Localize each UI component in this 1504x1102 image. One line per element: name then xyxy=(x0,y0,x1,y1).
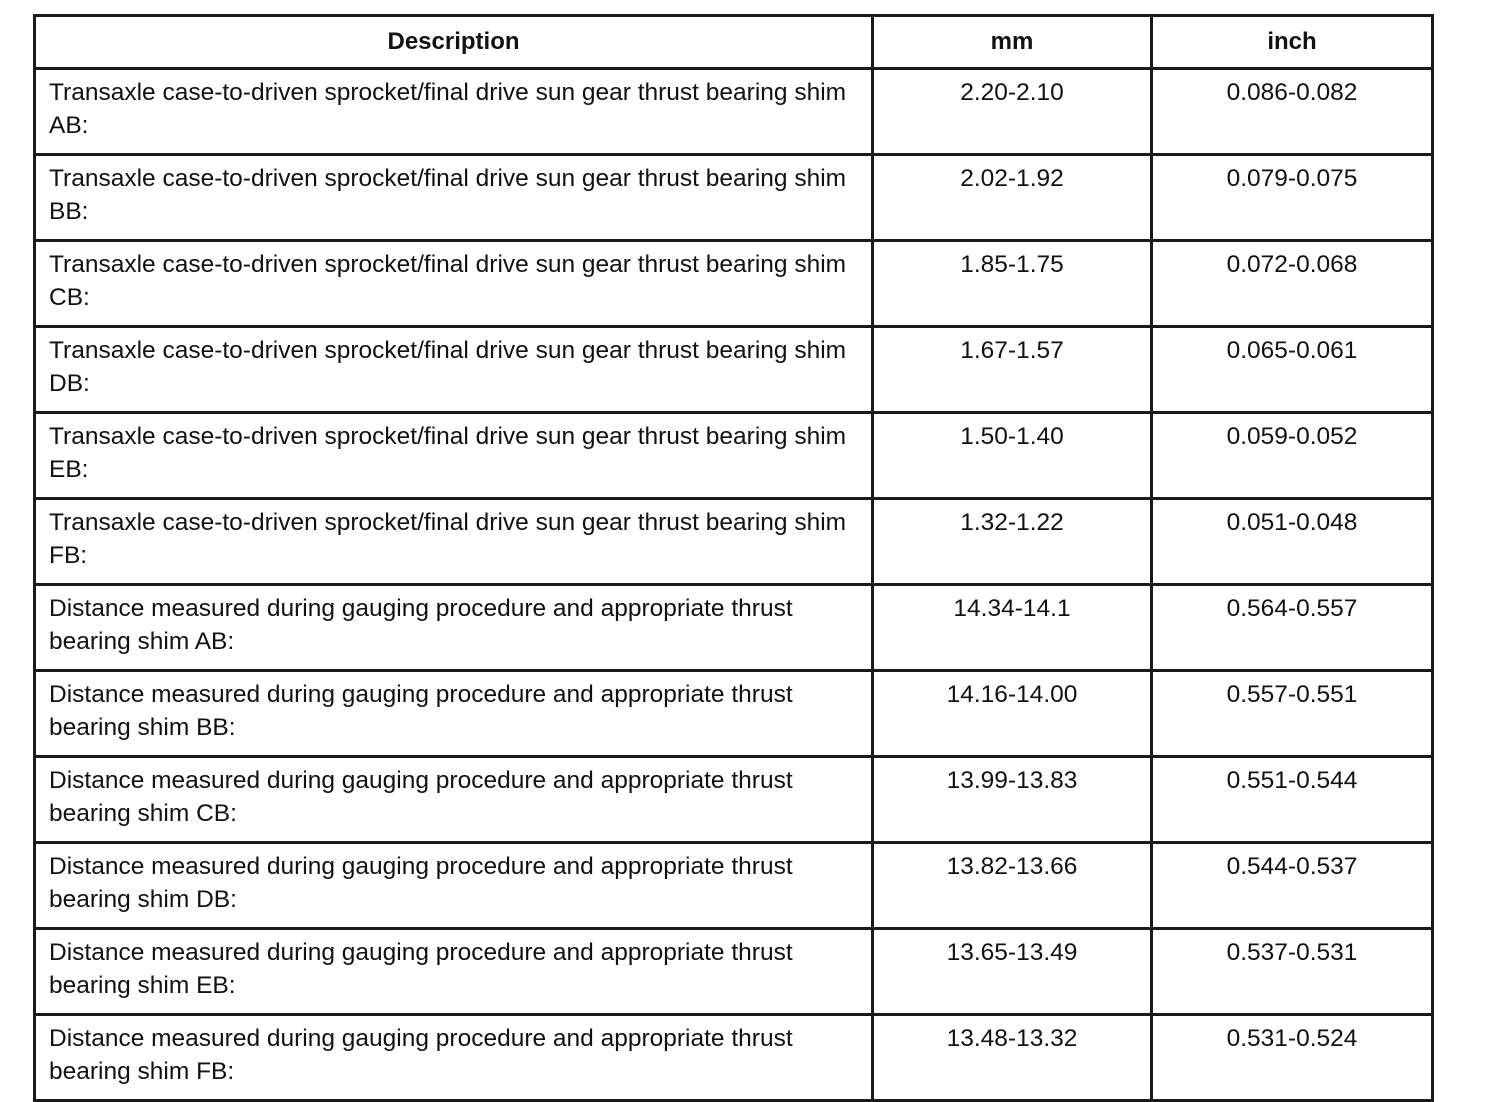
row-description: Transaxle case-to-driven sprocket/final drive sun gear thrust bearing shim BB: xyxy=(35,155,873,241)
row-description: Transaxle case-to-driven sprocket/final drive sun gear thrust bearing shim AB: xyxy=(35,69,873,155)
row-inch-value: 0.051-0.048 xyxy=(1152,499,1433,585)
row-description: Distance measured during gauging procedure and appropriate thrust bearing shim DB: xyxy=(35,843,873,929)
row-inch-value: 0.551-0.544 xyxy=(1152,757,1433,843)
row-description: Transaxle case-to-driven sprocket/final drive sun gear thrust bearing shim EB: xyxy=(35,413,873,499)
row-inch-value: 0.079-0.075 xyxy=(1152,155,1433,241)
table-row xyxy=(35,929,1433,1015)
header-mm: mm xyxy=(873,16,1152,69)
shim-spec-table xyxy=(33,14,1434,1102)
row-inch-value: 0.544-0.537 xyxy=(1152,843,1433,929)
row-description: Transaxle case-to-driven sprocket/final drive sun gear thrust bearing shim FB: xyxy=(35,499,873,585)
row-mm-value: 2.02-1.92 xyxy=(873,155,1152,241)
row-description: Distance measured during gauging procedure and appropriate thrust bearing shim AB: xyxy=(35,585,873,671)
table-row xyxy=(35,1015,1433,1101)
row-mm-value: 1.32-1.22 xyxy=(873,499,1152,585)
table-header-row xyxy=(35,16,1433,69)
row-mm-value: 1.50-1.40 xyxy=(873,413,1152,499)
header-inch: inch xyxy=(1152,16,1433,69)
table-row xyxy=(35,757,1433,843)
header-description: Description xyxy=(35,16,873,69)
row-description: Distance measured during gauging procedure and appropriate thrust bearing shim FB: xyxy=(35,1015,873,1101)
row-inch-value: 0.537-0.531 xyxy=(1152,929,1433,1015)
row-mm-value: 13.65-13.49 xyxy=(873,929,1152,1015)
row-mm-value: 14.16-14.00 xyxy=(873,671,1152,757)
row-description: Transaxle case-to-driven sprocket/final drive sun gear thrust bearing shim DB: xyxy=(35,327,873,413)
row-inch-value: 0.065-0.061 xyxy=(1152,327,1433,413)
table-row xyxy=(35,843,1433,929)
row-description: Distance measured during gauging procedure and appropriate thrust bearing shim EB: xyxy=(35,929,873,1015)
row-mm-value: 2.20-2.10 xyxy=(873,69,1152,155)
table-row xyxy=(35,155,1433,241)
table-row xyxy=(35,413,1433,499)
row-inch-value: 0.557-0.551 xyxy=(1152,671,1433,757)
table-row xyxy=(35,585,1433,671)
row-inch-value: 0.531-0.524 xyxy=(1152,1015,1433,1101)
table-row xyxy=(35,241,1433,327)
row-inch-value: 0.086-0.082 xyxy=(1152,69,1433,155)
row-description: Distance measured during gauging procedure and appropriate thrust bearing shim BB: xyxy=(35,671,873,757)
table-row xyxy=(35,499,1433,585)
row-inch-value: 0.564-0.557 xyxy=(1152,585,1433,671)
row-description: Transaxle case-to-driven sprocket/final drive sun gear thrust bearing shim CB: xyxy=(35,241,873,327)
row-mm-value: 1.67-1.57 xyxy=(873,327,1152,413)
row-mm-value: 13.48-13.32 xyxy=(873,1015,1152,1101)
table-row xyxy=(35,69,1433,155)
row-inch-value: 0.059-0.052 xyxy=(1152,413,1433,499)
row-inch-value: 0.072-0.068 xyxy=(1152,241,1433,327)
row-mm-value: 13.82-13.66 xyxy=(873,843,1152,929)
row-mm-value: 14.34-14.1 xyxy=(873,585,1152,671)
table-row xyxy=(35,671,1433,757)
row-description: Distance measured during gauging procedure and appropriate thrust bearing shim CB: xyxy=(35,757,873,843)
row-mm-value: 13.99-13.83 xyxy=(873,757,1152,843)
row-mm-value: 1.85-1.75 xyxy=(873,241,1152,327)
table-row xyxy=(35,327,1433,413)
